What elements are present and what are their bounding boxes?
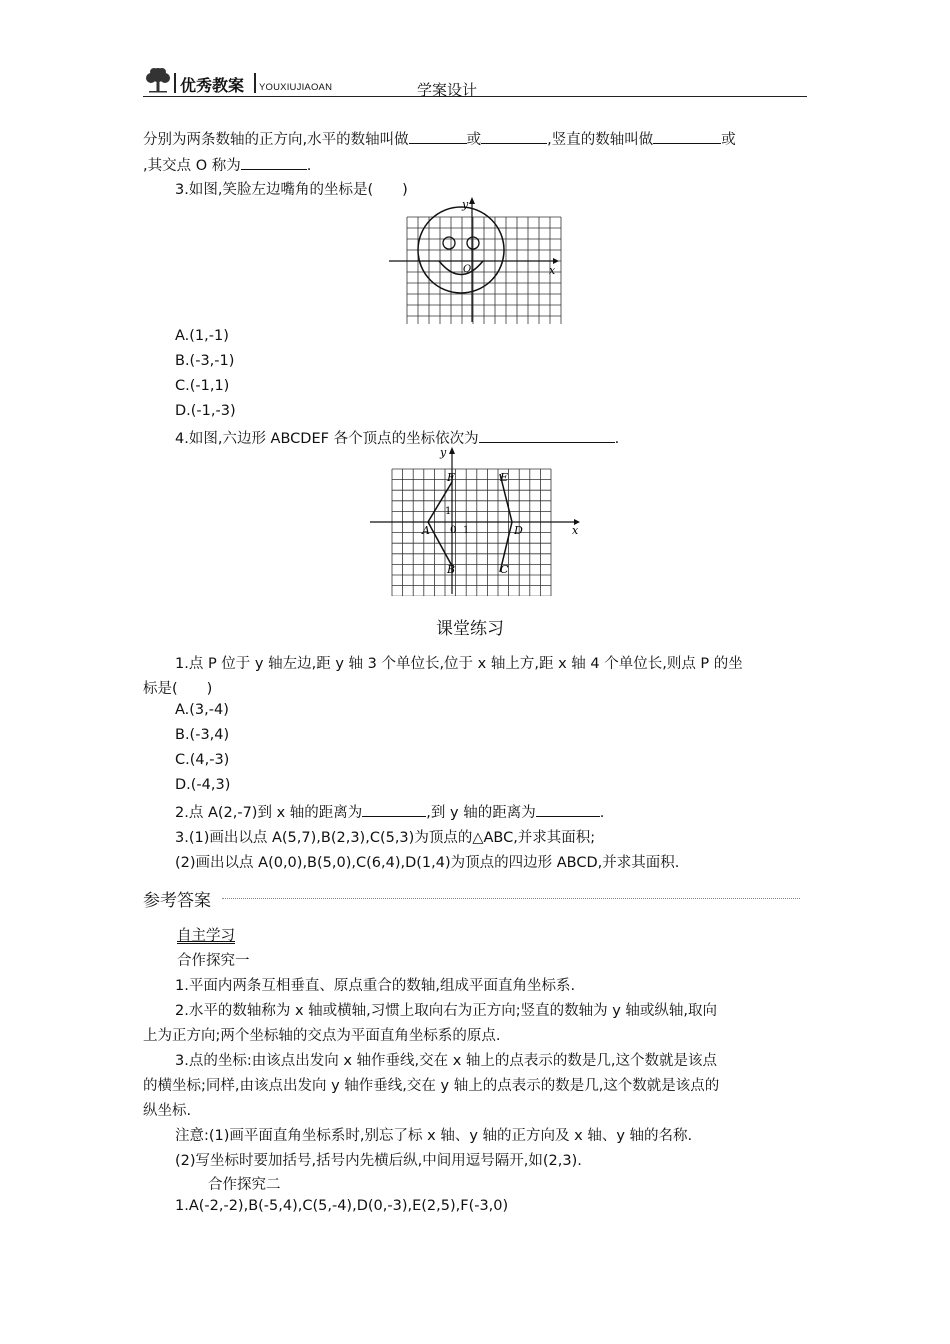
answer-blank[interactable] [536,802,600,817]
vertex-d-label: D [514,524,523,537]
header-divider [174,73,176,93]
intro-line-2: ,其交点 O 称为 . [143,154,311,175]
answer-blank[interactable] [481,129,547,144]
y-axis-arrow [469,197,475,204]
y-axis-label: y [462,198,469,211]
answer-3-line2: 的横坐标;同样,由该点出发向 y 轴作垂线,交在 y 轴上的点表示的数是几,这个数就是该点的 [143,1078,720,1094]
practice-q1-line1: 1.点 P 位于 y 轴左边,距 y 轴 3 个单位长,位于 x 轴上方,距 x 轴 4 个单位长,则点 P 的坐 [175,656,743,672]
vertex-a-label: A [422,524,430,537]
answers-subheading-self-study: 自主学习 [177,928,235,944]
q3-option-d[interactable]: D.(-1,-3) [175,403,236,419]
tree-logo-icon [143,66,173,96]
q3-option-c[interactable]: C.(-1,1) [175,378,230,394]
practice-q1-option-a[interactable]: A.(3,-4) [175,702,229,718]
answer-1: 1.平面内两条互相垂直、原点重合的数轴,组成平面直角坐标系. [175,978,576,994]
question-3: 3.如图,笑脸左边嘴角的坐标是( ) [175,182,408,198]
vertex-c-label: C [500,563,509,576]
answers-subheading-coop-2: 合作探究二 [208,1177,281,1193]
answer-blank[interactable] [362,802,426,817]
header-divider [254,73,256,93]
vertex-e-label: E [500,471,509,484]
y-unit-label: 1 [445,506,452,517]
practice-title: 课堂练习 [436,619,504,639]
note-1: 注意:(1)画平面直角坐标系时,别忘了标 x 轴、y 轴的正方向及 x 轴、y 轴的名称. [175,1128,693,1144]
note-2: (2)写坐标时要加括号,括号内先横后纵,中间用逗号隔开,如(2,3). [175,1153,582,1169]
practice-q1-option-d[interactable]: D.(-4,3) [175,777,231,793]
x-unit-label: 1 [463,525,470,536]
practice-q3-part2: (2)画出以点 A(0,0),B(5,0),C(6,4),D(1,4)为顶点的四边形 ABCD,并求其面积. [175,855,680,871]
answers-subheading-coop-1: 合作探究一 [177,953,250,969]
q3-option-a[interactable]: A.(1,-1) [175,328,229,344]
practice-q2: 2.点 A(2,-7)到 x 轴的距离为 ,到 y 轴的距离为 . [175,801,604,822]
answer-3-line3: 纵坐标. [143,1103,192,1119]
hexagon-figure [368,444,584,596]
answers-title-rule [222,898,800,899]
header-rule [143,96,807,97]
vertex-b-label: B [447,563,456,576]
answers-title: 参考答案 [143,891,211,911]
origin-label: 0 [450,525,457,536]
practice-q1-option-c[interactable]: C.(4,-3) [175,752,230,768]
answer-coop2-1: 1.A(-2,-2),B(-5,4),C(5,-4),D(0,-3),E(2,5),F(-3,0) [175,1198,509,1214]
smiley-face-figure [385,192,565,324]
q3-option-b[interactable]: B.(-3,-1) [175,353,235,369]
x-axis-label: x [572,524,579,537]
mouth [439,261,483,275]
y-axis-arrow [449,447,455,454]
y-axis-label: y [440,446,447,459]
practice-q1-option-b[interactable]: B.(-3,4) [175,727,230,743]
question-4: 4.如图,六边形 ABCDEF 各个顶点的坐标依次为 . [175,427,619,448]
answer-blank[interactable] [479,428,615,443]
brand-subtitle: YOUXIUJIAOAN [259,82,333,93]
answer-3-line1: 3.点的坐标:由该点出发向 x 轴作垂线,交在 x 轴上的点表示的数是几,这个数就是该点 [175,1053,718,1069]
hexagon-edge-edc [500,474,512,572]
vertex-f-label: F [447,471,455,484]
practice-q3-part1: 3.(1)画出以点 A(5,7),B(2,3),C(5,3)为顶点的△ABC,并求其面积; [175,830,596,846]
answer-blank[interactable] [653,129,721,144]
section-title: 学案设计 [417,81,478,99]
intro-line-1: 分别为两条数轴的正方向,水平的数轴叫做 或 ,竖直的数轴叫做 或 [143,128,736,149]
answer-2-line2: 上为正方向;两个坐标轴的交点为平面直角坐标系的原点. [143,1028,501,1044]
practice-q1-line2: 标是( ) [143,681,213,697]
answer-2-line1: 2.水平的数轴称为 x 轴或横轴,习惯上取向右为正方向;竖直的数轴为 y 轴或纵轴,取向 [175,1003,718,1019]
brand-title: 优秀教案 [180,76,245,95]
x-axis-label: x [549,264,556,277]
answer-blank[interactable] [409,129,467,144]
origin-label: O [463,264,472,275]
answer-blank[interactable] [241,155,307,170]
